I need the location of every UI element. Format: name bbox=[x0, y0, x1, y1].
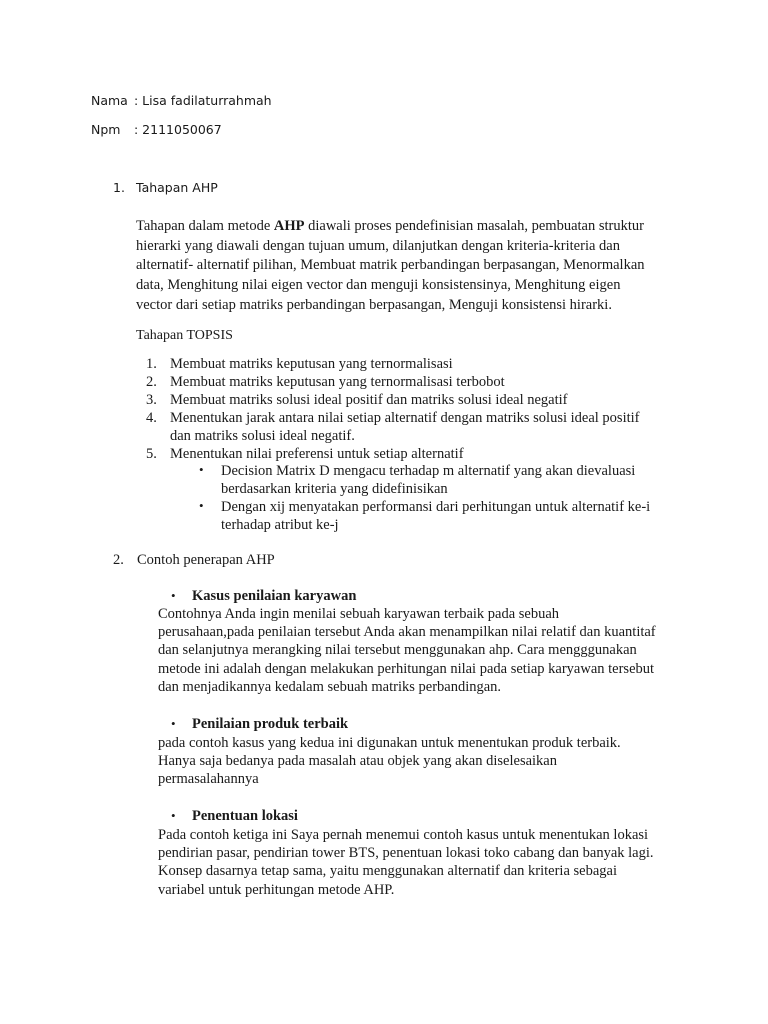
bullet-icon: • bbox=[171, 716, 176, 731]
section-1-title: Tahapan AHP bbox=[136, 180, 218, 195]
topsis-step-4-line-1: Menentukan jarak antara nilai setiap alternatif dengan matriks solusi ideal positif bbox=[170, 410, 640, 426]
nama-label: Nama bbox=[91, 93, 128, 108]
ahp-line-1: Tahapan dalam metode AHP diawali proses pendefinisian masalah, pembuatan struktur bbox=[136, 218, 644, 234]
ahp-line-2: hierarki yang diawali dengan tujuan umum, dilanjutkan dengan kriteria-kriteria dan bbox=[136, 237, 620, 254]
sub-bullet-2-line-2: terhadap atribut ke-j bbox=[221, 517, 339, 533]
topsis-step-4-line-2: dan matriks solusi ideal negatif. bbox=[170, 428, 355, 444]
npm-value: : 2111050067 bbox=[134, 122, 222, 137]
topsis-title: Tahapan TOPSIS bbox=[136, 328, 233, 343]
case-3-body bbox=[158, 826, 654, 899]
bullet-icon: • bbox=[171, 588, 176, 603]
case-1-line-2: perusahaan,pada penilaian tersebut Anda akan menampilkan nilai relatif dan kuantitaf bbox=[158, 624, 656, 641]
case-3-line-4: variabel untuk perhitungan metode AHP. bbox=[158, 881, 395, 898]
topsis-step-5: Menentukan nilai preferensi untuk setiap alternatif bbox=[170, 446, 464, 462]
sub-bullet-1-line-1: Decision Matrix D mengacu terhadap m alternatif yang akan dievaluasi bbox=[221, 463, 636, 479]
bullet-icon: • bbox=[171, 808, 176, 823]
section-2-number: 2. bbox=[113, 552, 124, 568]
bullet-icon: • bbox=[199, 462, 204, 477]
topsis-step-3: Membuat matriks solusi ideal positif dan matriks solusi ideal negatif bbox=[170, 392, 568, 408]
ahp-paragraph bbox=[136, 217, 645, 316]
case-1-heading: Kasus penilaian karyawan bbox=[192, 588, 357, 604]
topsis-step-1: Membuat matriks keputusan yang ternormalisasi bbox=[170, 356, 453, 372]
case-3-line-1: Pada contoh ketiga ini Saya pernah menemui contoh kasus untuk menentukan lokasi bbox=[158, 827, 649, 843]
nama-value: : Lisa fadilaturrahmah bbox=[134, 93, 272, 108]
bullet-icon: • bbox=[199, 498, 204, 513]
topsis-step-4-number: 4. bbox=[146, 410, 157, 426]
topsis-step-2-number: 2. bbox=[146, 374, 157, 390]
sub-bullet-1-line-2: berdasarkan kriteria yang didefinisikan bbox=[221, 481, 448, 497]
case-3-heading: Penentuan lokasi bbox=[192, 808, 298, 824]
case-1-line-3: dan selanjutnya merangking nilai tersebut menggunakan ahp. Cara mengggunakan bbox=[158, 642, 637, 659]
ahp-line-5: vector dari setiap matriks perbandingan berpasangan, Menguji konsistensi hirarki. bbox=[136, 296, 612, 313]
topsis-step-3-number: 3. bbox=[146, 392, 157, 408]
ahp-line-4: data, Menghitung nilai eigen vector dan menguji konsistensinya, Menghitung eigen bbox=[136, 277, 621, 294]
case-2-body bbox=[158, 734, 621, 789]
npm-label: Npm bbox=[91, 122, 121, 137]
ahp-line-3: alternatif- alternatif pilihan, Membuat matrik perbandingan berpasangan, Menormalkan bbox=[136, 257, 645, 274]
case-3-line-2: pendirian pasar, pendirian tower BTS, penentuan lokasi toko cabang dan banyak lagi. bbox=[158, 845, 654, 862]
topsis-step-1-number: 1. bbox=[146, 356, 157, 372]
case-3-line-3: Konsep dasarnya tetap sama, yaitu menggunakan alternatif dan kriteria sebagai bbox=[158, 863, 617, 880]
topsis-step-texts bbox=[170, 355, 640, 463]
case-1-body bbox=[158, 605, 656, 696]
case-2-line-2: Hanya saja bedanya pada masalah atau objek yang akan diselesaikan bbox=[158, 753, 557, 770]
section-2-title: Contoh penerapan AHP bbox=[137, 552, 275, 568]
case-1-line-4: metode ini adalah dengan melakukan perhitungan nilai pada setiap karyawan tersebut bbox=[158, 660, 655, 677]
sub-bullet-2-line-1: Dengan xij menyatakan performansi dari perhitungan untuk alternatif ke-i bbox=[221, 499, 651, 515]
case-2-heading: Penilaian produk terbaik bbox=[192, 716, 349, 732]
case-2-line-1: pada contoh kasus yang kedua ini digunakan untuk menentukan produk terbaik. bbox=[158, 735, 621, 751]
sub-bullet-2 bbox=[221, 498, 650, 534]
sub-bullet-1 bbox=[221, 462, 635, 498]
case-2-line-3: permasalahannya bbox=[158, 771, 259, 788]
case-1-line-1: Contohnya Anda ingin menilai sebuah karyawan terbaik pada sebuah bbox=[158, 606, 560, 622]
topsis-step-numbers bbox=[146, 355, 157, 463]
case-1-line-5: dan menjadikannya kedalam sebuah matriks perbandingan. bbox=[158, 678, 502, 695]
section-1-number: 1. bbox=[113, 180, 125, 195]
topsis-step-5-number: 5. bbox=[146, 446, 157, 462]
topsis-step-2: Membuat matriks keputusan yang ternormalisasi terbobot bbox=[170, 374, 505, 390]
